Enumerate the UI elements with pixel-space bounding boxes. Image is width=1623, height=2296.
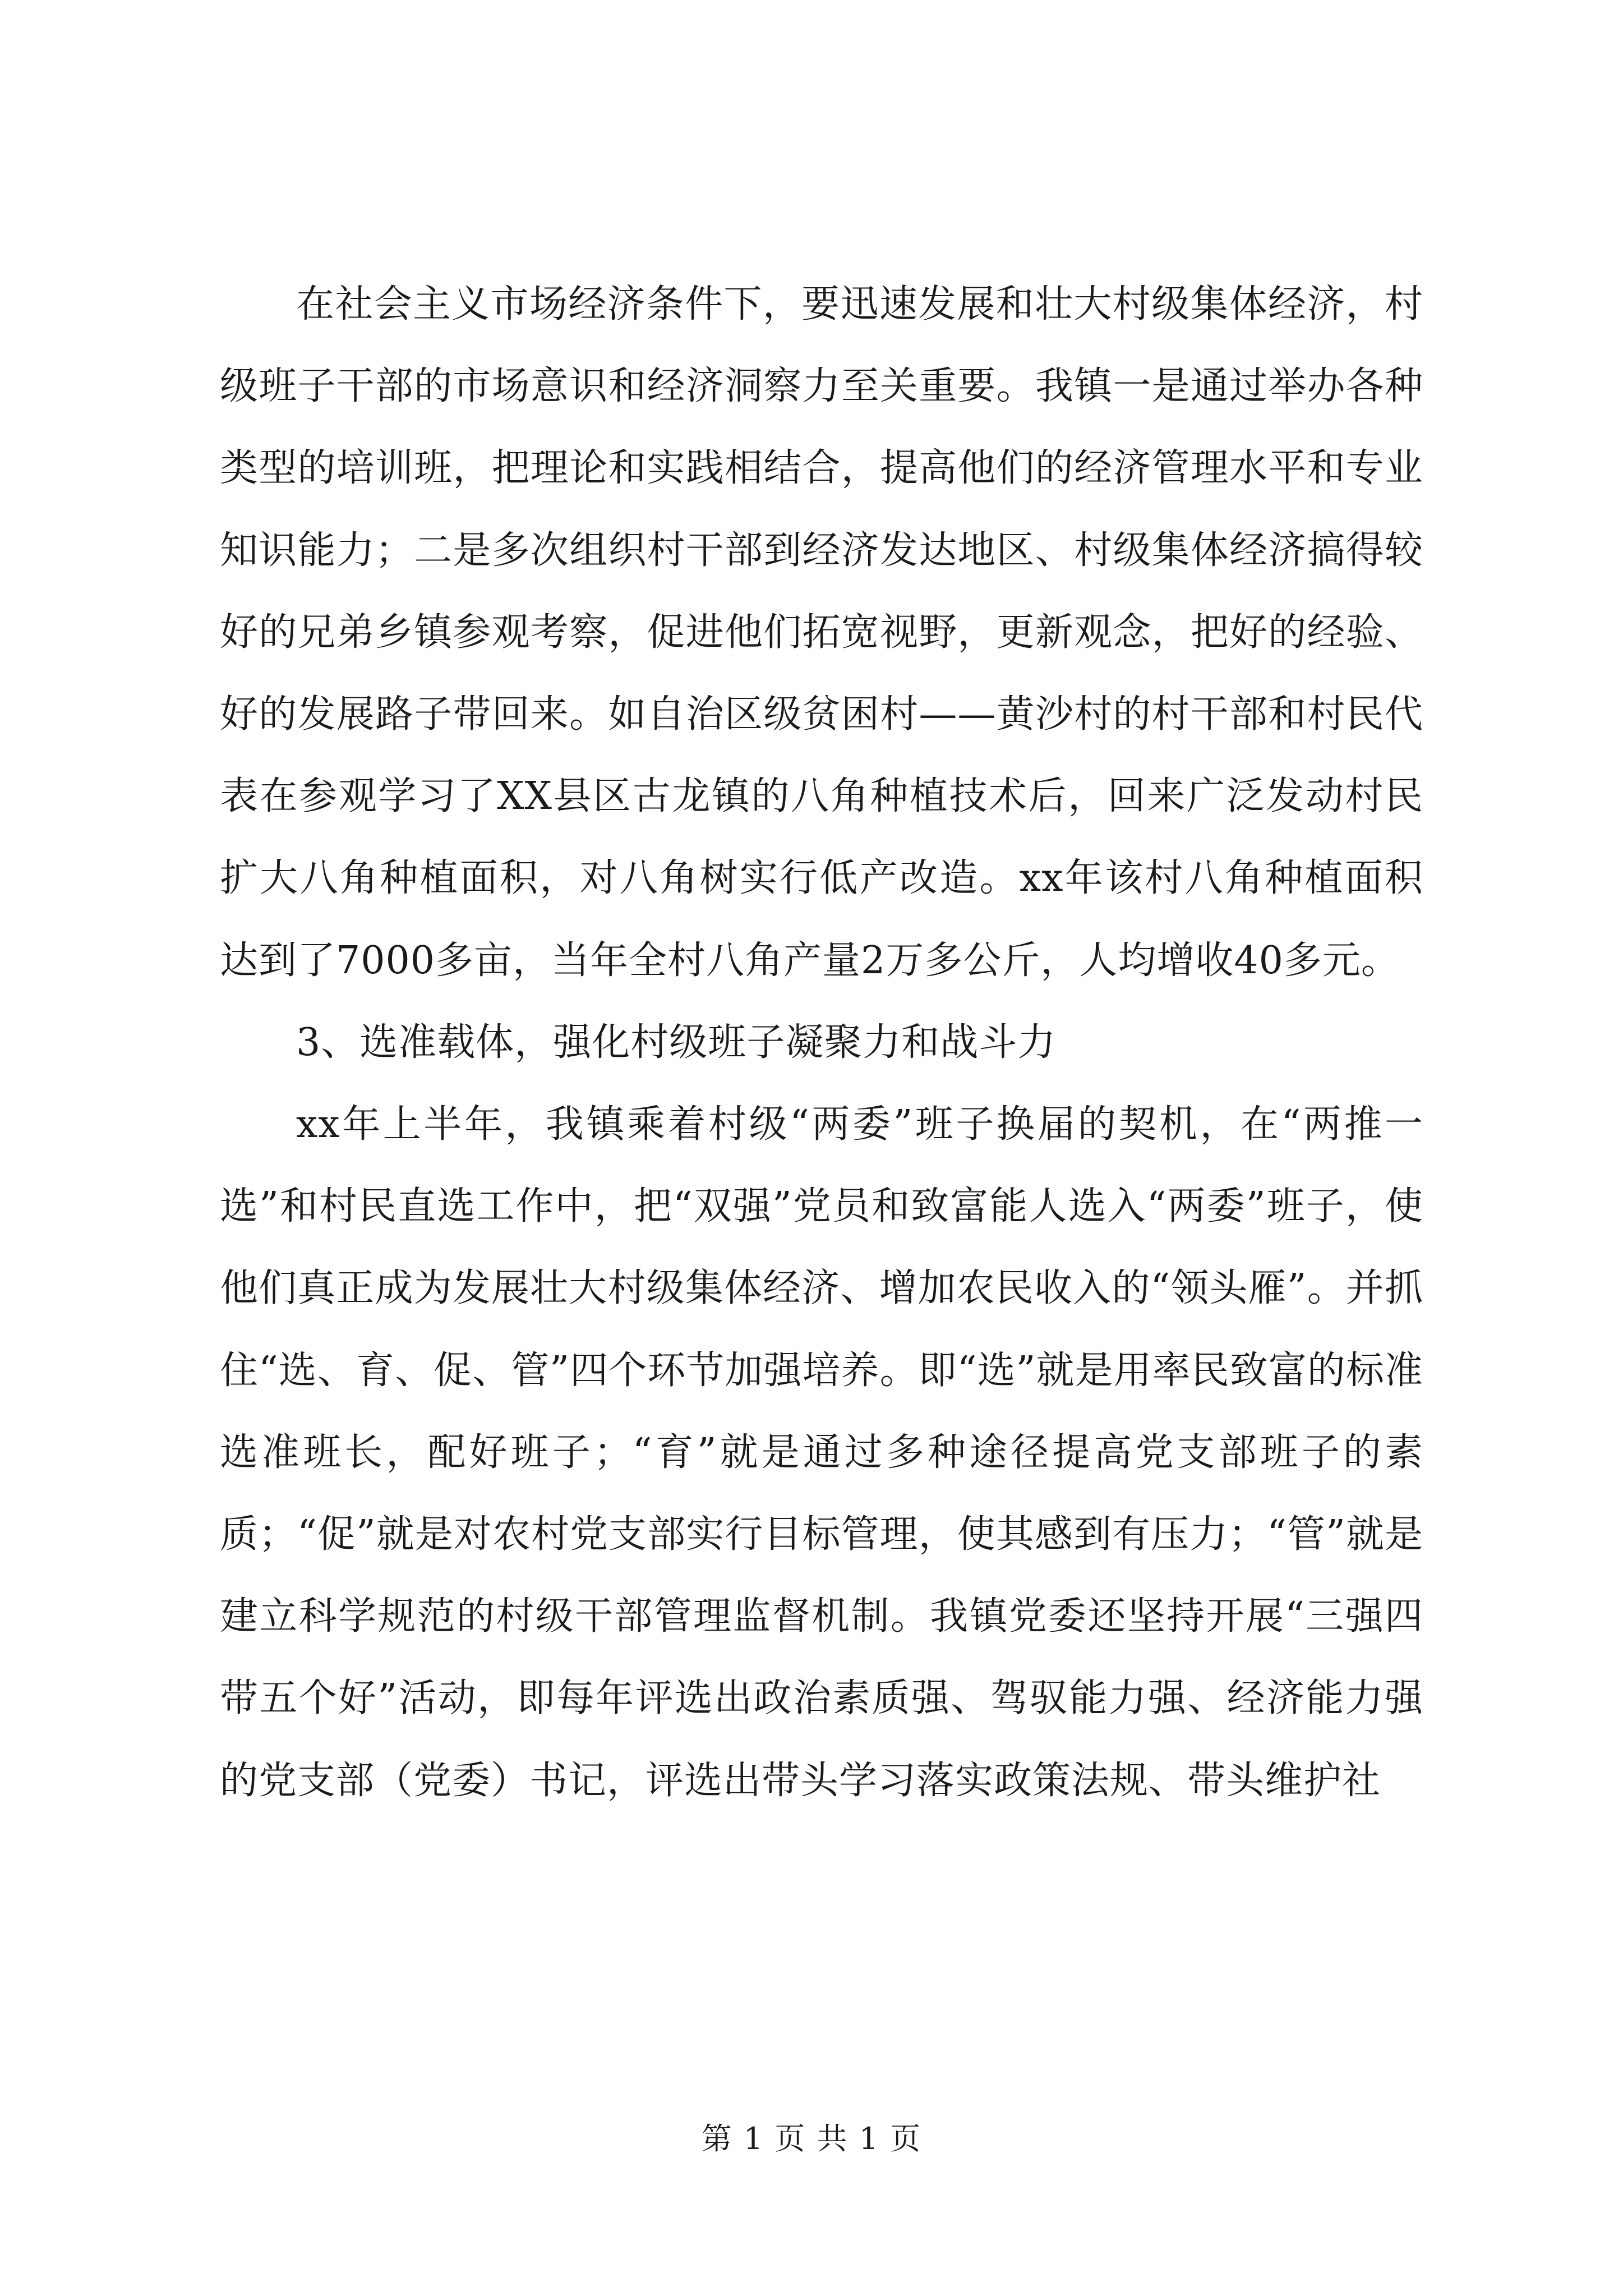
paragraph-training: 在社会主义市场经济条件下，要迅速发展和壮大村级集体经济，村级班子干部的市场意识和经济洞察力至关重要。我镇一是通过举办各种类型的培训班，把理论和实践相结合，提高他们的经济管理水平和专业知识能力；二是多次组织村干部到经济发达地区、村级集体经济搞得较好的兄弟乡镇参观考察，促进他们拓宽视野，更新观念，把好的经验、好的发展路子带回来。如自治区级贫困村——黄沙村的村干部和村民代表在参观学习了XX县区古龙镇的八角种植技术后，回来广泛发动村民扩大八角种植面积，对八角树实行低产改造。xx年该村八角种植面积达到了7000多亩，当年全村八角产量2万多公斤，人均增收40多元。 — [220, 282, 1423, 983]
section-heading: 3、选准载体，强化村级班子凝聚力和战斗力 — [296, 1020, 1057, 1065]
paragraph-election: xx年上半年，我镇乘着村级“两委”班子换届的契机，在“两推一选”和村民直选工作中，把“双强”党员和致富能人选入“两委”班子，使他们真正成为发展壮大村级集体经济、增加农民收入的“领头雁”。并抓住“选、育、促、管”四个环节加强培养。即“选”就是用率民致富的标准选准班长，配好班子；“育”就是通过多种途径提高党支部班子的素质；“促”就是对农村党支部实行目标管理，使其感到有压力；“管”就是建立科学规范的村级干部管理监督机制。我镇党委还坚持开展“三强四带五个好”活动，即每年评选出政治素质强、驾驭能力强、经济能力强的党支部（党委）书记，评选出带头学习落实政策法规、带头维护社 — [220, 1102, 1423, 1803]
document-body — [220, 264, 1423, 1822]
page-footer: 第 1 页 共 1 页 — [701, 2121, 922, 2156]
